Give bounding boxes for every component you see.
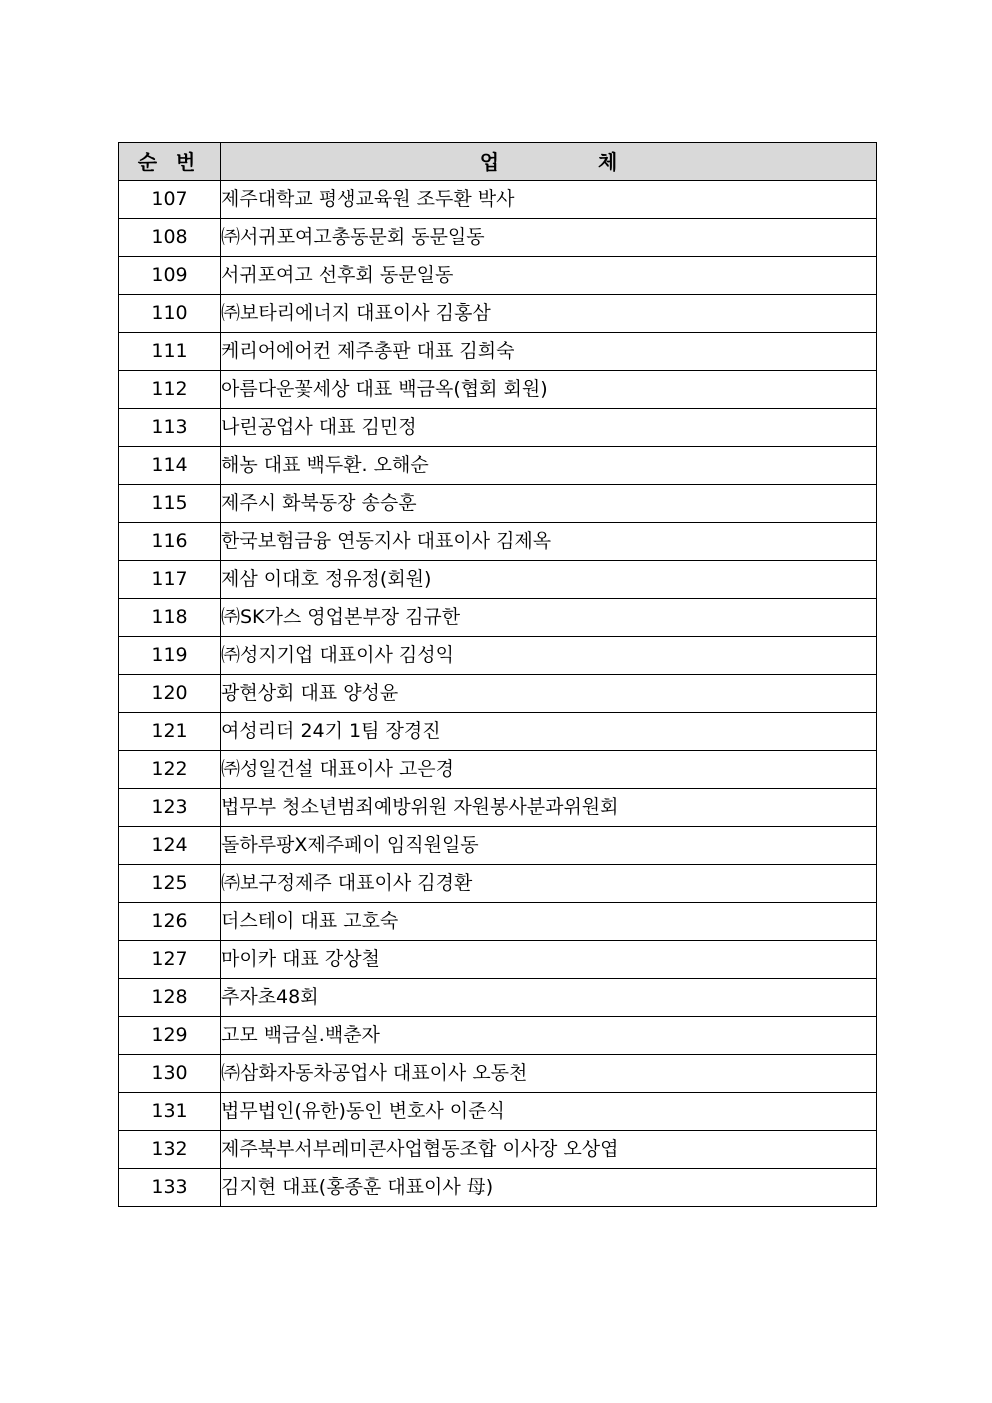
table-row — [119, 181, 877, 219]
row-company-name: 제삼 이대호 정유정(회원) — [221, 561, 877, 599]
row-number: 107 — [119, 181, 221, 219]
table-row — [119, 295, 877, 333]
row-number: 119 — [119, 637, 221, 675]
table-row — [119, 523, 877, 561]
table-row — [119, 257, 877, 295]
row-number: 131 — [119, 1093, 221, 1131]
table-row — [119, 599, 877, 637]
table-row — [119, 485, 877, 523]
table-header-row — [119, 143, 877, 181]
row-company-name: ㈜보구정제주 대표이사 김경환 — [221, 865, 877, 903]
table-row — [119, 219, 877, 257]
row-company-name: 제주시 화북동장 송승훈 — [221, 485, 877, 523]
row-company-name: ㈜성일건설 대표이사 고은경 — [221, 751, 877, 789]
table-row — [119, 1169, 877, 1207]
table-row — [119, 409, 877, 447]
table-row — [119, 751, 877, 789]
row-number: 113 — [119, 409, 221, 447]
table-row — [119, 789, 877, 827]
row-company-name: 해농 대표 백두환. 오해순 — [221, 447, 877, 485]
table-row — [119, 865, 877, 903]
row-number: 118 — [119, 599, 221, 637]
table-row — [119, 1093, 877, 1131]
row-company-name: 제주북부서부레미콘사업협동조합 이사장 오상엽 — [221, 1131, 877, 1169]
row-number: 125 — [119, 865, 221, 903]
row-number: 123 — [119, 789, 221, 827]
row-number: 127 — [119, 941, 221, 979]
table-row — [119, 1017, 877, 1055]
row-number: 117 — [119, 561, 221, 599]
row-company-name: ㈜서귀포여고총동문회 동문일동 — [221, 219, 877, 257]
row-company-name: ㈜SK가스 영업본부장 김규한 — [221, 599, 877, 637]
row-number: 122 — [119, 751, 221, 789]
header-company: 업 체 — [221, 143, 877, 181]
header-sequence-number: 순 번 — [119, 143, 221, 181]
row-company-name: 김지현 대표(홍종훈 대표이사 母) — [221, 1169, 877, 1207]
row-company-name: 광현상회 대표 양성윤 — [221, 675, 877, 713]
row-company-name: ㈜성지기업 대표이사 김성익 — [221, 637, 877, 675]
row-number: 108 — [119, 219, 221, 257]
row-company-name: 여성리더 24기 1팀 장경진 — [221, 713, 877, 751]
row-number: 129 — [119, 1017, 221, 1055]
row-number: 124 — [119, 827, 221, 865]
table-row — [119, 675, 877, 713]
table-body — [119, 181, 877, 1207]
row-number: 121 — [119, 713, 221, 751]
row-company-name: 추자초48회 — [221, 979, 877, 1017]
table-row — [119, 1055, 877, 1093]
row-company-name: ㈜보타리에너지 대표이사 김홍삼 — [221, 295, 877, 333]
row-number: 128 — [119, 979, 221, 1017]
table-row — [119, 447, 877, 485]
row-number: 133 — [119, 1169, 221, 1207]
table-row — [119, 1131, 877, 1169]
row-company-name: 마이카 대표 강상철 — [221, 941, 877, 979]
row-number: 110 — [119, 295, 221, 333]
table-row — [119, 637, 877, 675]
row-number: 120 — [119, 675, 221, 713]
row-company-name: 제주대학교 평생교육원 조두환 박사 — [221, 181, 877, 219]
row-number: 109 — [119, 257, 221, 295]
row-company-name: 법무법인(유한)동인 변호사 이준식 — [221, 1093, 877, 1131]
row-number: 126 — [119, 903, 221, 941]
row-number: 115 — [119, 485, 221, 523]
row-company-name: 케리어에어컨 제주총판 대표 김희숙 — [221, 333, 877, 371]
row-number: 116 — [119, 523, 221, 561]
row-number: 114 — [119, 447, 221, 485]
table-row — [119, 333, 877, 371]
row-number: 130 — [119, 1055, 221, 1093]
row-company-name: 고모 백금실.백춘자 — [221, 1017, 877, 1055]
table-row — [119, 713, 877, 751]
table-row — [119, 561, 877, 599]
row-company-name: 나린공업사 대표 김민정 — [221, 409, 877, 447]
table-row — [119, 979, 877, 1017]
row-company-name: 더스테이 대표 고호숙 — [221, 903, 877, 941]
row-number: 132 — [119, 1131, 221, 1169]
row-company-name: 서귀포여고 선후회 동문일동 — [221, 257, 877, 295]
table-row — [119, 827, 877, 865]
row-company-name: 법무부 청소년범죄예방위원 자원봉사분과위원회 — [221, 789, 877, 827]
row-company-name: ㈜삼화자동차공업사 대표이사 오동천 — [221, 1055, 877, 1093]
table-row — [119, 941, 877, 979]
table-row — [119, 903, 877, 941]
row-company-name: 아름다운꽃세상 대표 백금옥(협회 회원) — [221, 371, 877, 409]
row-company-name: 한국보험금융 연동지사 대표이사 김제옥 — [221, 523, 877, 561]
table-row — [119, 371, 877, 409]
row-number: 112 — [119, 371, 221, 409]
row-company-name: 돌하루팡X제주페이 임직원일동 — [221, 827, 877, 865]
donor-table — [118, 142, 877, 1207]
row-number: 111 — [119, 333, 221, 371]
